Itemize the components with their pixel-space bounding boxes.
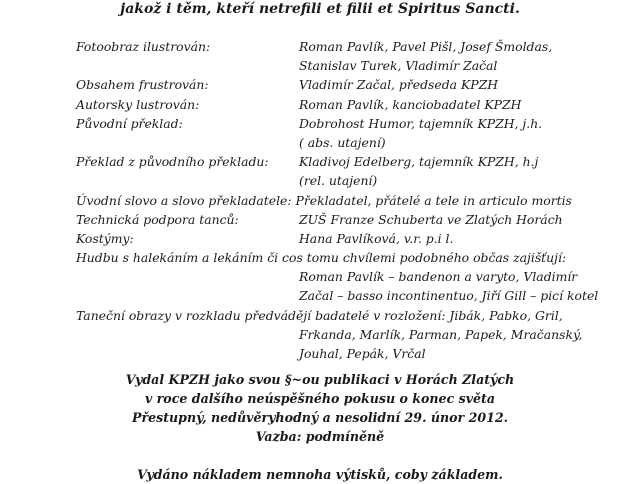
credit-row [76,248,636,267]
credit-value: Jouhal, Pepák, Vrčal [299,346,426,361]
credit-value: Frkanda, Marlík, Parman, Papek, Mračanský, [299,326,583,342]
credit-row [76,267,636,286]
credit-row [76,229,636,248]
imprint-block [0,370,640,484]
credit-row [76,75,636,94]
imprint-line: Vazba: podmíněně [255,429,385,444]
credit-row [76,210,636,229]
credit-value: Roman Pavlík, kanciobadatel KPZH [299,96,522,112]
credit-value: ( abs. utajení) [299,134,386,150]
credit-row [76,37,636,56]
credit-row [76,344,636,363]
credit-row [76,114,636,133]
credit-value: Roman Pavlík – bandenon a varyto, Vladimír [299,269,578,285]
credit-label: Autorsky lustrován: [76,96,200,112]
credit-label: Fotoobraz ilustrován: [76,39,211,54]
credit-value: Dobrohost Humor, tajemník KPZH, j.h. [299,115,543,131]
credit-row [76,325,636,344]
spacer [0,446,640,465]
credit-label: Technická podpora tanců: [76,211,239,227]
credit-label: Kostýmy: [76,230,134,246]
credit-row [76,133,636,152]
credit-label: Překlad z původního překladu: [76,154,269,170]
credit-row [76,152,636,171]
credit-label: Původní překlad: [76,115,183,131]
credit-row [76,306,636,325]
credit-label: Obsahem frustrován: [76,77,209,93]
credit-value: ZUŠ Franze Schuberta ve Zlatých Horách [299,211,563,227]
credit-full-line: Úvodní slovo a slovo překladatele: Překladatel, přátelé a tele in articulo mortis [76,192,572,208]
imprint-line: Vydal KPZH jako svou §~ou publikaci v Horách Zlatých [125,372,515,387]
edition-note: Vydáno nákladem nemnoha výtisků, coby základem. [137,467,503,482]
credits-list [76,37,636,363]
credit-value: Hana Pavlíková, v.r. p.i l. [299,230,454,246]
imprint-line: Přestupný, nedůvěryhodný a nesolidní 29. únor 2012. [131,410,509,425]
credit-value: Roman Pavlík, Pavel Pišl, Josef Šmoldas, [299,39,553,54]
credit-row [76,56,636,75]
credit-value: Kladivoj Edelberg, tajemník KPZH, h.j [299,154,539,170]
credit-row [76,95,636,114]
credit-value: Vladimír Začal, předseda KPZH [299,77,499,93]
credit-value: (rel. utajení) [299,173,378,189]
credit-value: Stanislav Turek, Vladimír Začal [299,58,498,74]
imprint-line: v roce dalšího neúspěšného pokusu o konec světa [144,391,496,406]
credit-full-line: Hudbu s halekáním a lekáním či cos tomu chvílemi podobného občas zajišťují: [76,250,567,266]
credit-row [76,191,636,210]
credit-row [76,286,636,305]
credit-full-line: Taneční obrazy v rozkladu předvádějí badatelé v rozložení: Jibák, Pabko, Gril, [76,307,563,323]
header-line: jakož i těm, kteří netrefili et filii et Spiritus Sancti. [120,1,520,17]
credit-value: Začal – basso incontinentuo, Jiří Gill – picí kotel [299,288,599,304]
credit-row [76,171,636,190]
